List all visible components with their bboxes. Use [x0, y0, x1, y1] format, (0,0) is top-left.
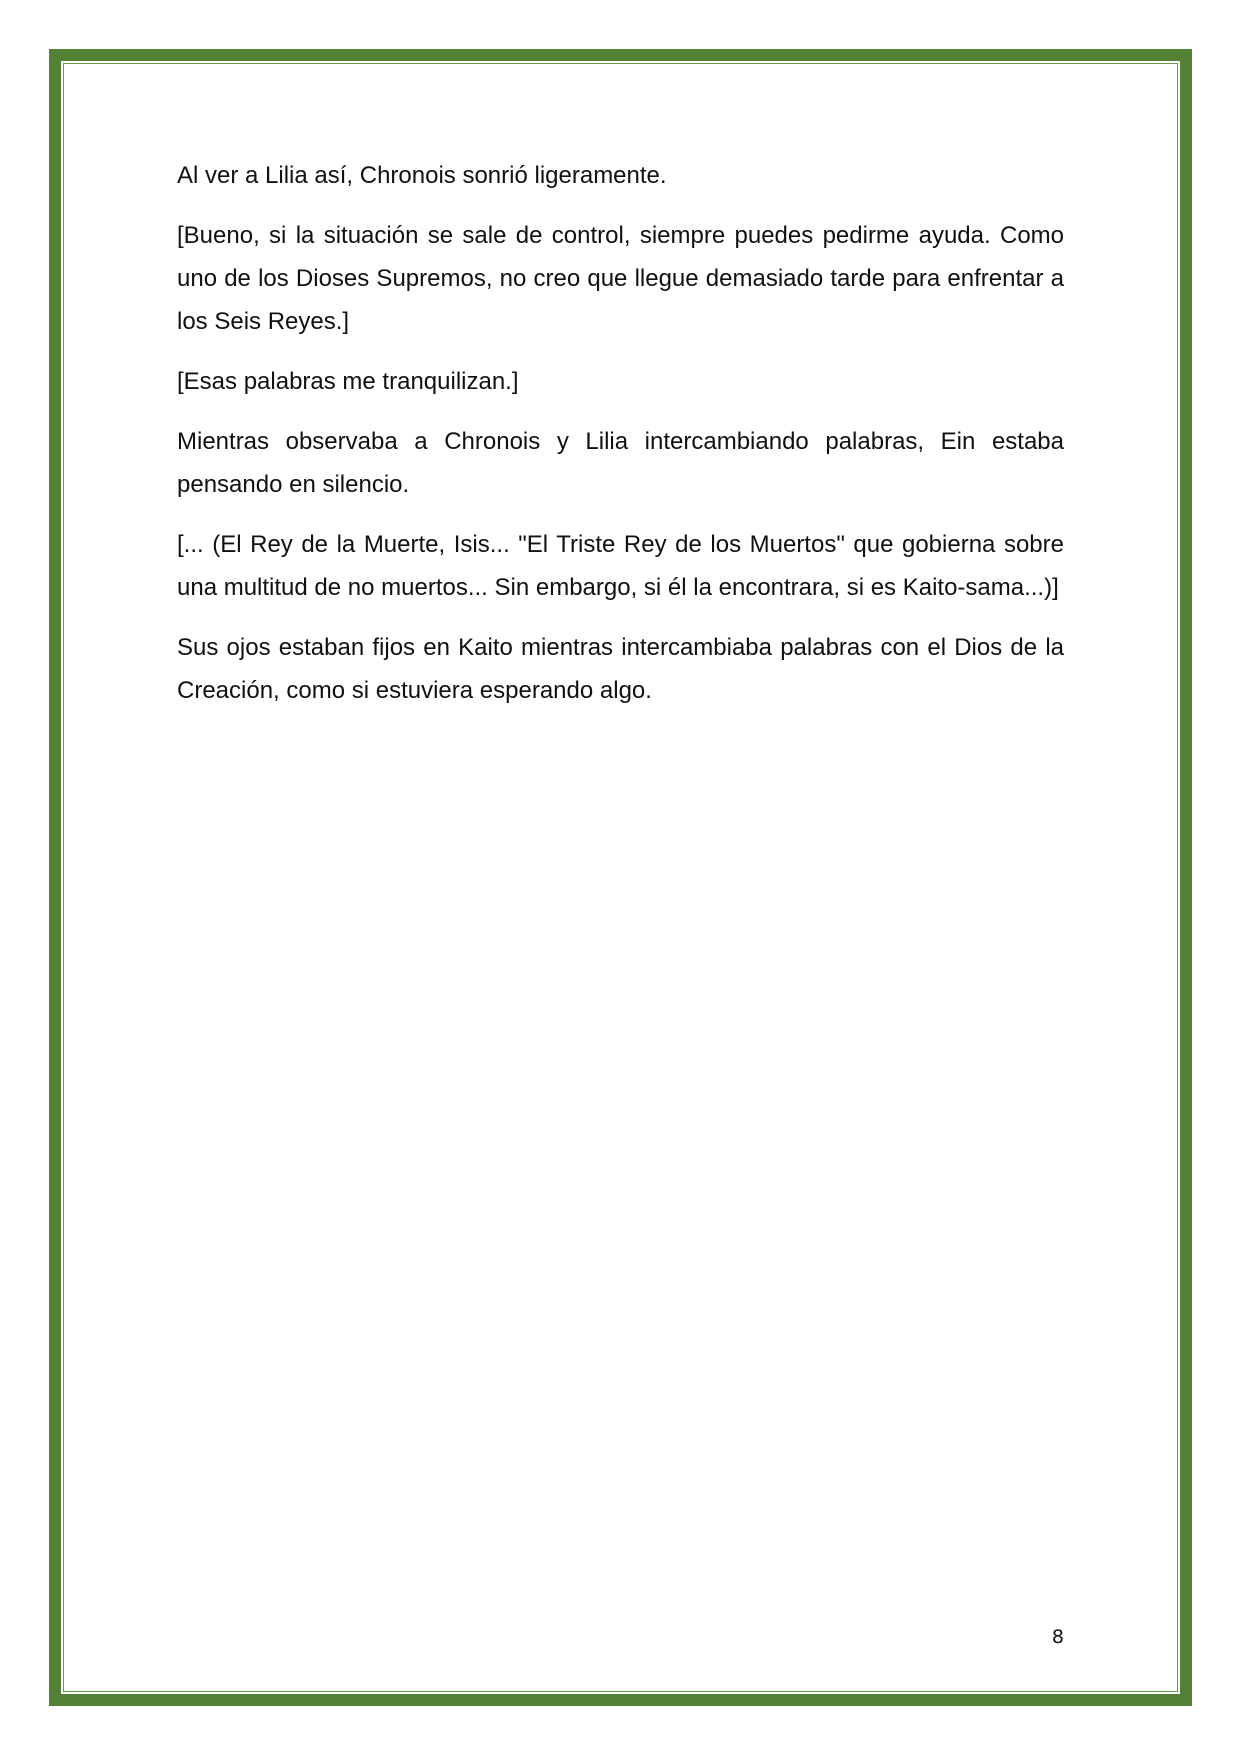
paragraph-5: [... (El Rey de la Muerte, Isis... "El Triste Rey de los Muertos" que gobierna sobre una multitud de no muertos... Sin embargo, si él la encontrara, si es Kaito-sama...)] [177, 531, 1064, 601]
paragraph-2: [Bueno, si la situación se sale de control, siempre puedes pedirme ayuda. Como uno de los Dioses Supremos, no creo que llegue demasiado tarde para enfrentar a los Seis Reyes.] [177, 222, 1064, 335]
paragraph-6: Sus ojos estaban fijos en Kaito mientras intercambiaba palabras con el Dios de la Creación, como si estuviera esperando algo. [177, 634, 1064, 704]
paragraph-3: [Esas palabras me tranquilizan.] [177, 368, 519, 395]
paragraph-4: Mientras observaba a Chronois y Lilia intercambiando palabras, Ein estaba pensando en silencio. [177, 428, 1064, 498]
document-body [177, 154, 1064, 729]
paragraph-1: Al ver a Lilia así, Chronois sonrió ligeramente. [177, 162, 667, 189]
page-number: 8 [1051, 1626, 1064, 1648]
